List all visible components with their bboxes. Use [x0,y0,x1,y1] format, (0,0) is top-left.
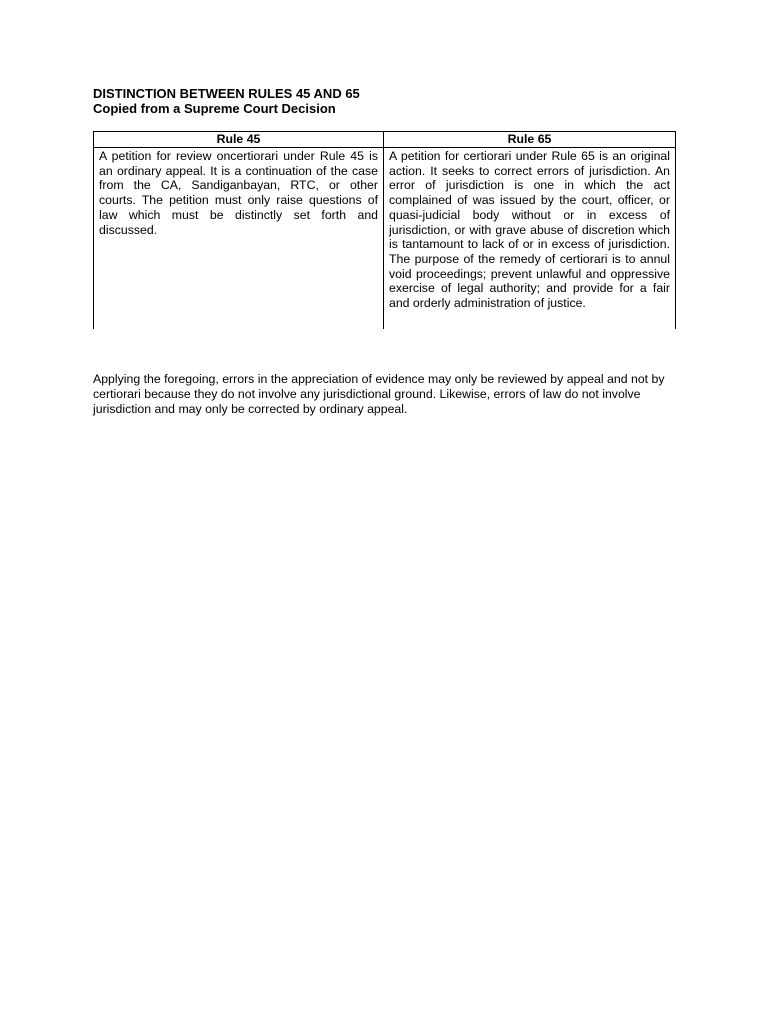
cell-rule-45-description: A petition for review oncertiorari under Rule 45 is an ordinary appeal. It is a continuation of the case from the CA, Sandiganbayan, RTC, or other courts. The petition must only raise questions of law which must be distinctly set forth and discussed. [94,148,384,329]
table-row [94,148,676,329]
cell-rule-65-description: A petition for certiorari under Rule 65 is an original action. It seeks to correct errors of jurisdiction. An error of jurisdiction is one in which the act complained of was issued by the court, officer, or quasi-judicial body without or in excess of jurisdiction, or with grave abuse of discretion which is tantamount to lack of or in excess of jurisdiction. The purpose of the remedy of certiorari is to annul void proceedings; prevent unlawful and oppressive exercise of legal authority; and provide for a fair and orderly administration of justice. [384,148,676,329]
document-title: DISTINCTION BETWEEN RULES 45 AND 65 [93,86,360,101]
header-rule-65: Rule 65 [384,132,676,148]
rules-comparison-table [93,131,676,329]
conclusion-paragraph: Applying the foregoing, errors in the appreciation of evidence may only be reviewed by appeal and not by certiorari because they do not involve any jurisdictional ground. Likewise, errors of law do not involve jurisdiction and may only be corrected by ordinary appeal. [93,371,665,416]
header-rule-45: Rule 45 [94,132,384,148]
document-page [93,86,675,429]
document-subtitle: Copied from a Supreme Court Decision [93,101,336,116]
table-header-row [94,132,676,148]
